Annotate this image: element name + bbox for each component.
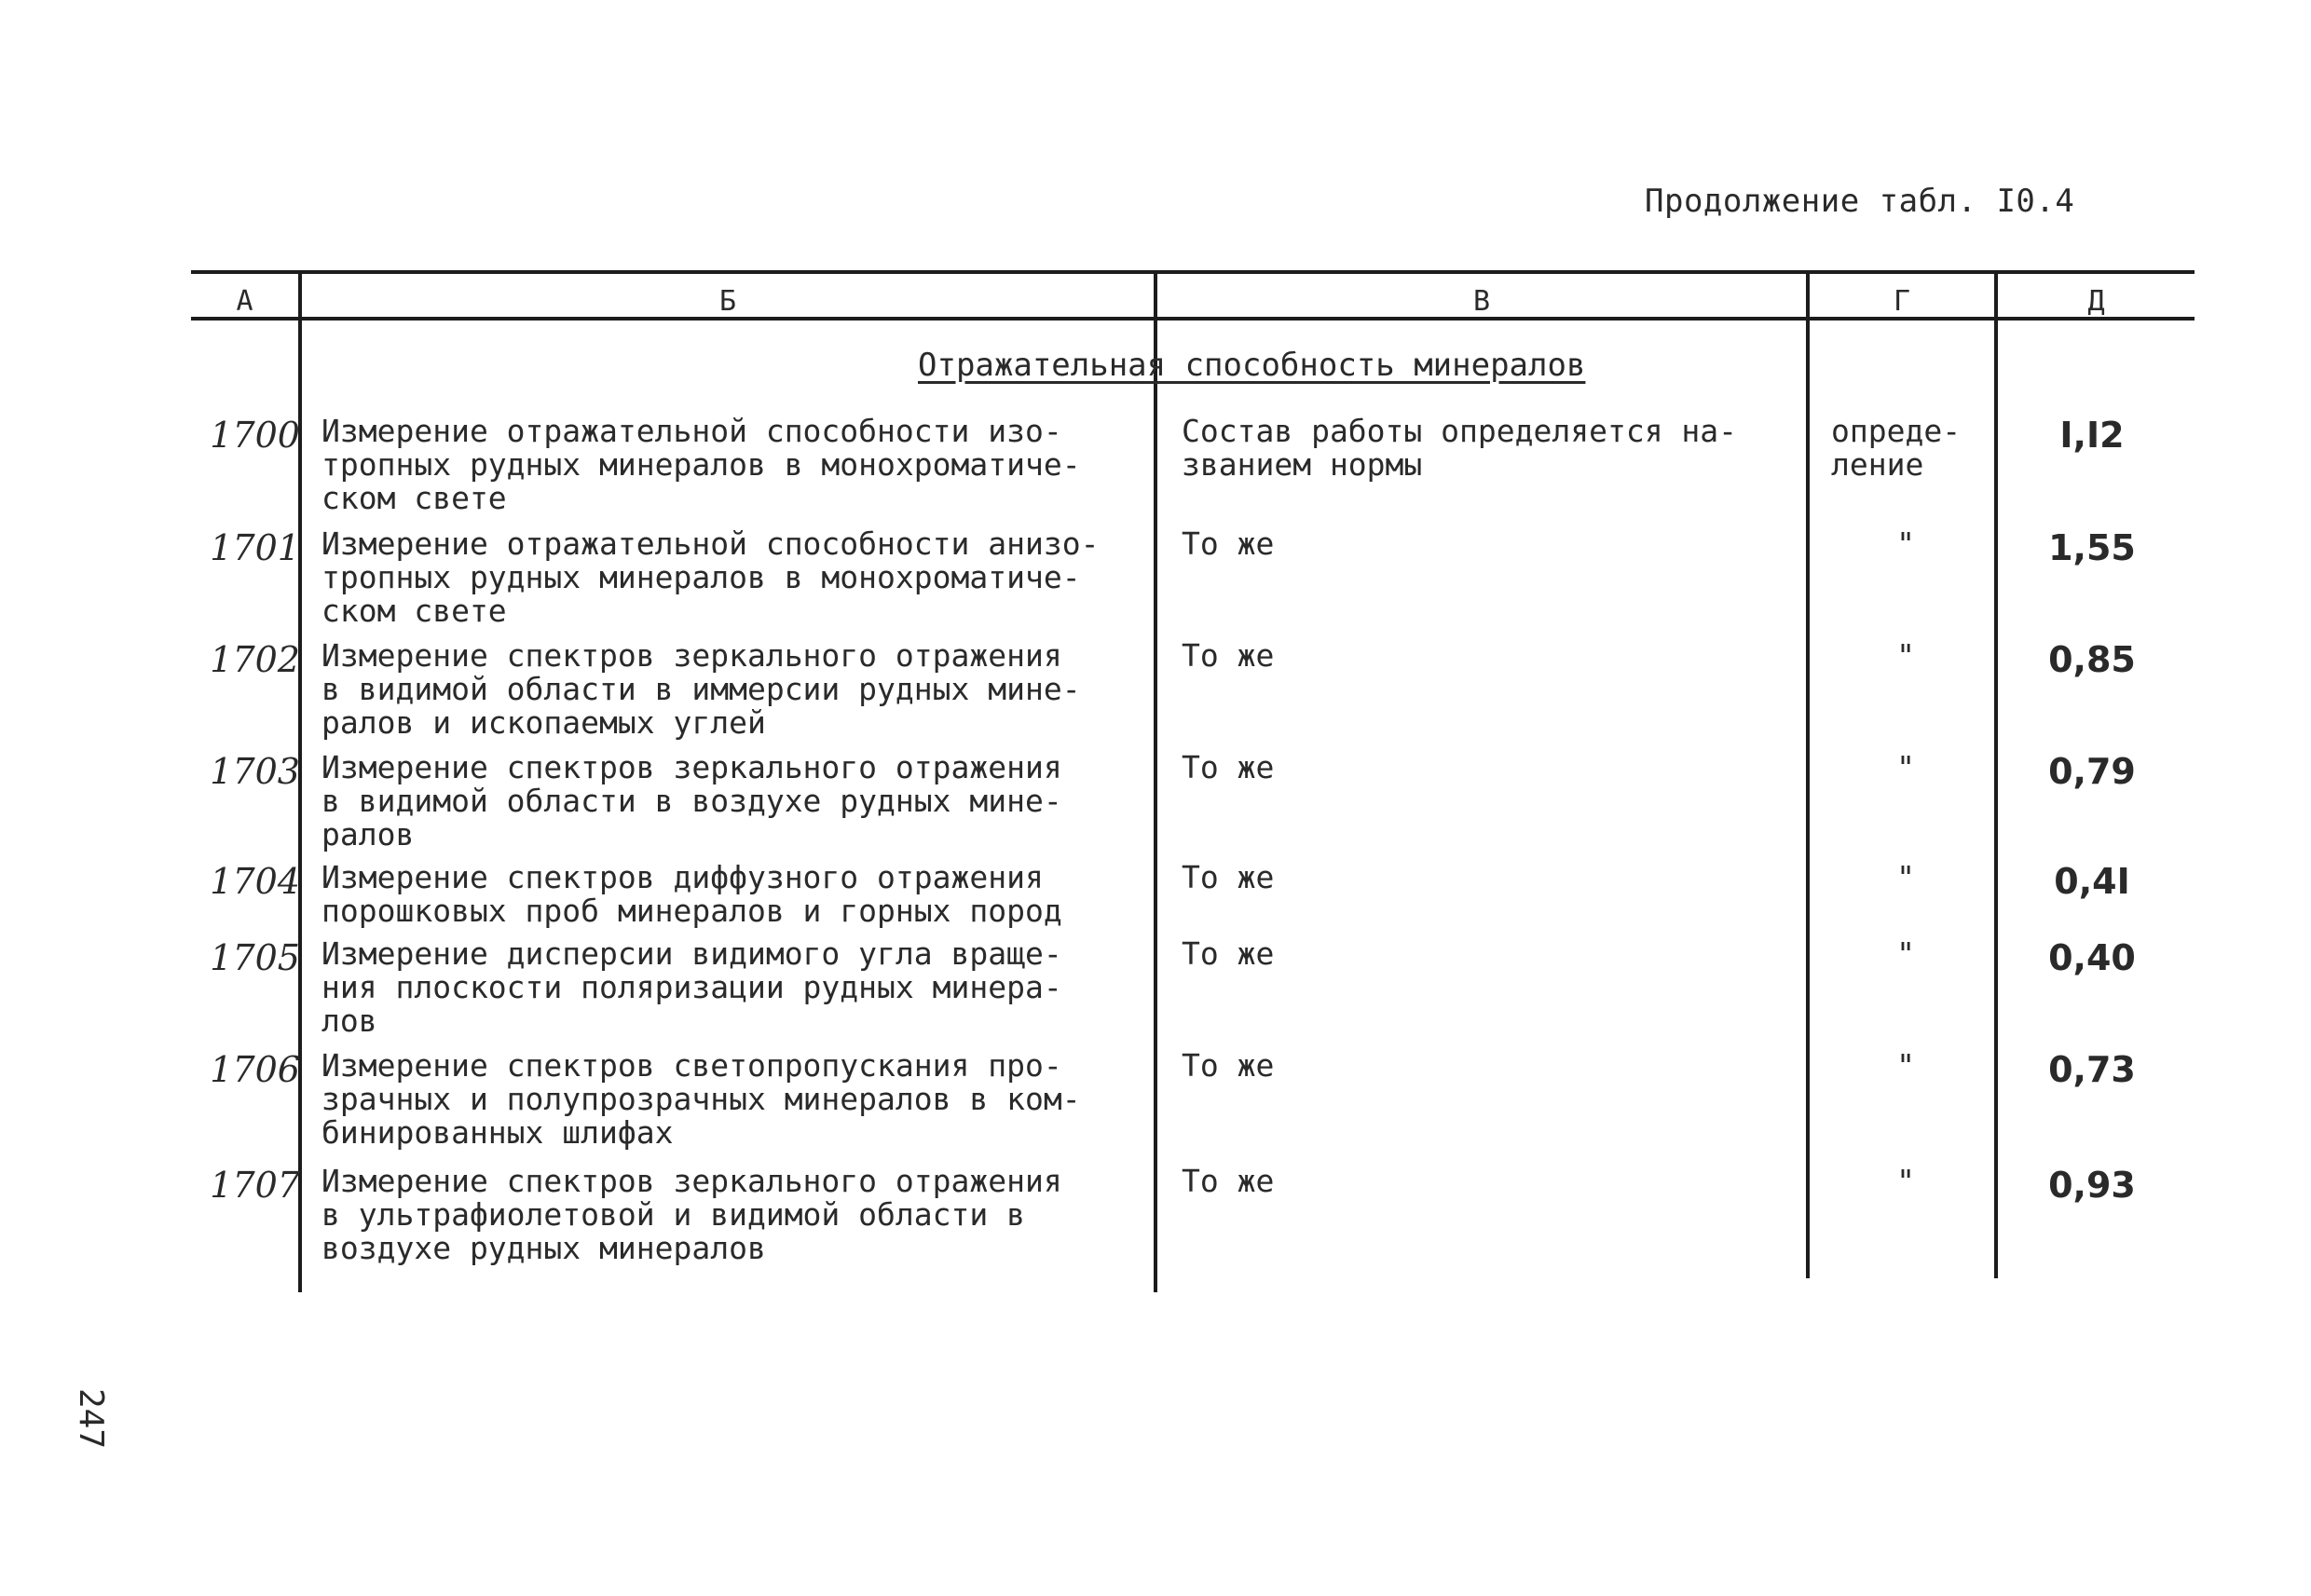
row-description: Измерение спектров зеркального отражения в видимой области в воздухе рудных мине- ралов [321,749,1062,853]
column-header-d: Д [2087,285,2105,318]
row-description: Измерение отражательной способности анизо- тропных рудных минералов в монохроматиче- ском свете [321,525,1100,629]
row-code: 1704 [210,861,300,902]
row-unit: " [1896,859,1915,895]
row-unit: " [1896,637,1915,674]
column-header-v: В [1472,285,1491,318]
row-code: 1703 [210,751,300,792]
row-code: 1707 [210,1165,300,1206]
row-unit: опреде- ление [1831,413,1962,483]
row-unit: " [1896,1163,1915,1199]
row-description: Измерение спектров диффузного отражения порошковых проб минералов и горных пород [321,859,1062,929]
row-note: Состав работы определяется на- званием нормы [1182,413,1738,483]
row-description: Измерение спектров зеркального отражения в ультрафиолетовой и видимой области в воздухе рудных минералов [321,1163,1062,1266]
column-divider-2 [1154,272,1157,1292]
row-note: То же [1182,749,1275,785]
row-unit: " [1896,749,1915,785]
row-description: Измерение отражательной способности изо- тропных рудных минералов в монохроматиче- ском свете [321,413,1081,516]
table-top-rule [191,270,2195,274]
section-heading: Отражательная способность минералов [918,347,1586,384]
row-norm-value: 0,85 [2048,639,2136,680]
row-note: То же [1182,859,1275,895]
row-note: То же [1182,637,1275,674]
row-code: 1701 [210,527,300,568]
column-header-g: Г [1893,285,1911,318]
row-norm-value: 0,93 [2048,1165,2136,1206]
row-note: То же [1182,1047,1275,1084]
row-unit: " [1896,525,1915,562]
row-note: То же [1182,935,1275,972]
column-header-b: Б [718,285,737,318]
column-divider-3 [1806,272,1810,1278]
row-description: Измерение спектров светопропускания про- зрачных и полупрозрачных минералов в ком- бинированных шлифах [321,1047,1081,1151]
row-code: 1700 [210,415,300,456]
row-unit: " [1896,935,1915,972]
row-norm-value: I,I2 [2059,415,2125,456]
row-norm-value: 1,55 [2048,527,2136,568]
row-description: Измерение дисперсии видимого угла враще- ния плоскости поляризации рудных минера- лов [321,935,1062,1039]
row-description: Измерение спектров зеркального отражения в видимой области в иммерсии рудных мине- ралов и ископаемых углей [321,637,1081,741]
row-unit: " [1896,1047,1915,1084]
row-code: 1702 [210,639,300,680]
page-number: 247 [72,1388,110,1450]
row-norm-value: 0,79 [2048,751,2136,792]
row-norm-value: 0,40 [2048,937,2136,978]
column-divider-4 [1994,272,1998,1278]
column-header-a: А [236,285,253,318]
row-norm-value: 0,73 [2048,1049,2136,1090]
page-title: Продолжение табл. I0.4 [1645,183,2075,220]
row-norm-value: 0,4I [2054,861,2130,902]
row-code: 1705 [210,937,300,978]
row-note: То же [1182,1163,1275,1199]
row-code: 1706 [210,1049,300,1090]
row-note: То же [1182,525,1275,562]
